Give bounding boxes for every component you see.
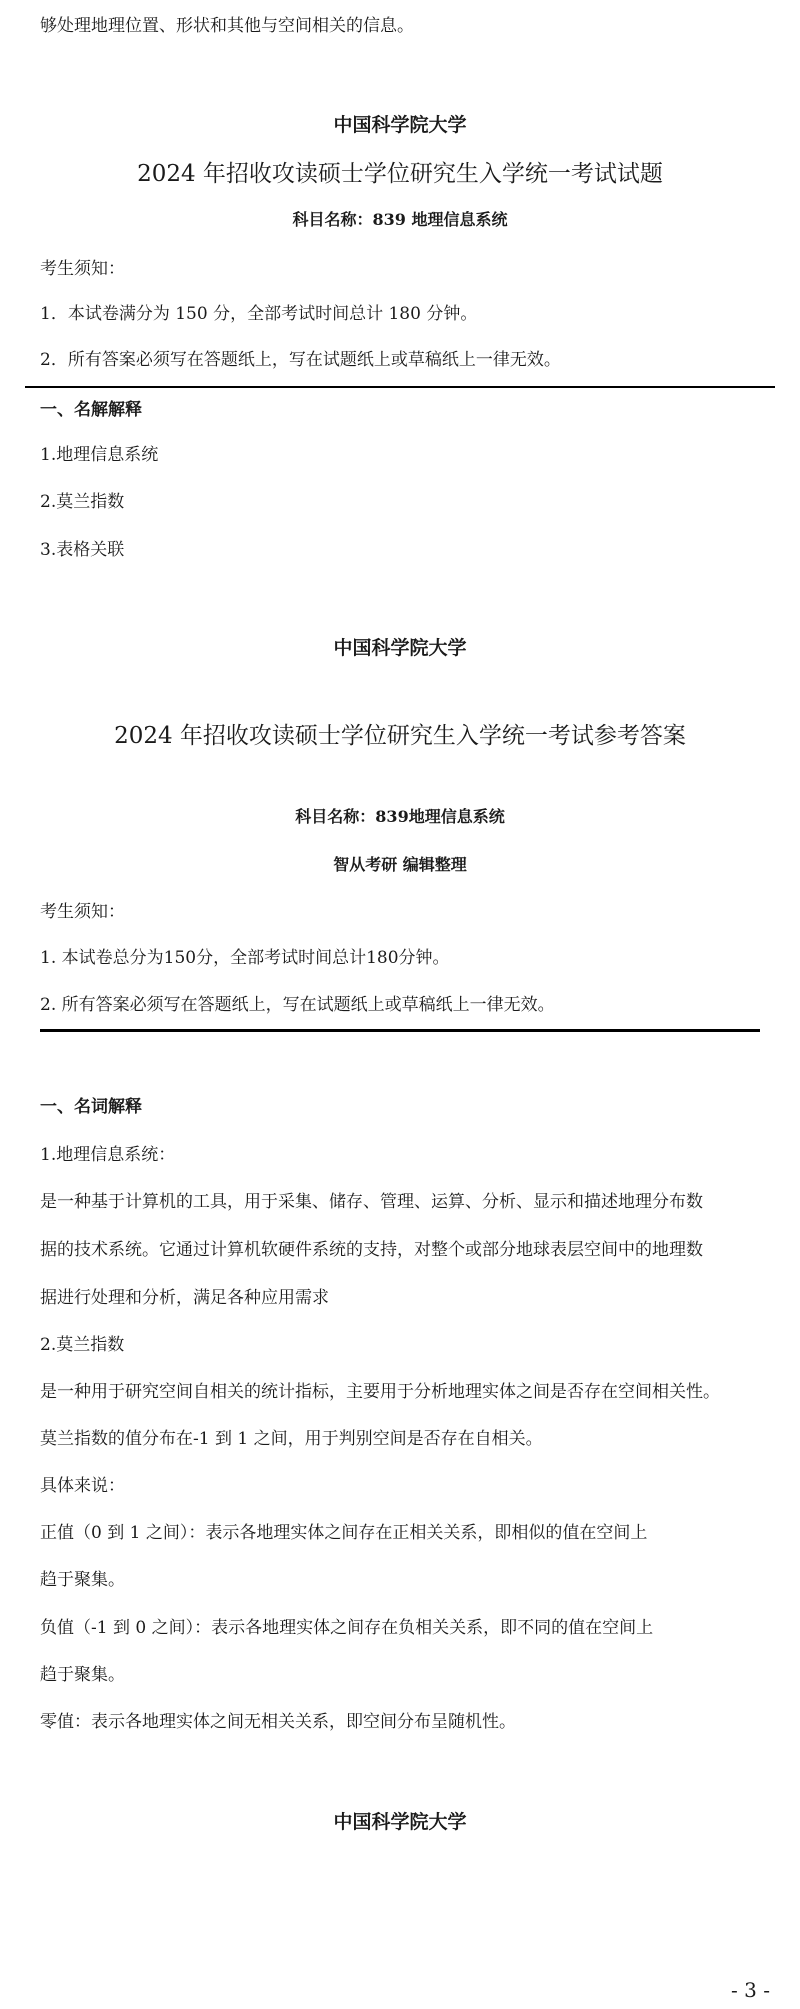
answer-section-heading: 一、名词解释: [40, 1097, 142, 1117]
exam-question-2: 2.莫兰指数: [40, 492, 125, 512]
exam-notice-item-1: 1．本试卷满分为 150 分，全部考试时间总计 180 分钟。: [40, 304, 478, 324]
answer-1-title: 1.地理信息系统：: [40, 1145, 176, 1165]
exam-subject: 科目名称：839 地理信息系统: [292, 210, 508, 229]
answer-divider: [40, 1029, 760, 1032]
answer-notice-heading: 考生须知：: [40, 902, 125, 922]
page-number: - 3 -: [731, 1978, 770, 2002]
exam-question-1: 1.地理信息系统: [40, 445, 159, 465]
answer-2-negative-2: 趋于聚集。: [40, 1665, 125, 1685]
exam-title: 2024 年招收攻读硕士学位研究生入学统一考试试题: [137, 161, 663, 187]
answer-2-line-2: 莫兰指数的值分布在-1 到 1 之间，用于判别空间是否存在自相关。: [40, 1429, 543, 1449]
exam-question-3: 3.表格关联: [40, 540, 125, 560]
exam-school-name: 中国科学院大学: [333, 114, 467, 136]
answer-1-line-1: 是一种基于计算机的工具，用于采集、储存、管理、运算、分析、显示和描述地理分布数: [40, 1192, 703, 1212]
answer-2-positive-1: 正值（0 到 1 之间）：表示各地理实体之间存在正相关关系，即相似的值在空间上: [40, 1523, 648, 1543]
answer-2-line-3: 具体来说：: [40, 1476, 125, 1496]
answer-subject: 科目名称：839地理信息系统: [295, 807, 505, 826]
answer-1-line-3: 据进行处理和分析，满足各种应用需求: [40, 1288, 329, 1308]
exam-notice-heading: 考生须知：: [40, 259, 125, 279]
answer-notice-item-1: 1. 本试卷总分为150分，全部考试时间总计180分钟。: [40, 948, 450, 968]
answer-2-negative-1: 负值（-1 到 0 之间）：表示各地理实体之间存在负相关关系，即不同的值在空间上: [40, 1618, 654, 1638]
answer-title: 2024 年招收攻读硕士学位研究生入学统一考试参考答案: [114, 723, 686, 749]
footer-school-name: 中国科学院大学: [333, 1811, 467, 1833]
answer-2-positive-2: 趋于聚集。: [40, 1570, 125, 1590]
answer-notice-item-2: 2. 所有答案必须写在答题纸上，写在试题纸上或草稿纸上一律无效。: [40, 995, 555, 1015]
answer-2-line-1: 是一种用于研究空间自相关的统计指标，主要用于分析地理实体之间是否存在空间相关性。: [40, 1382, 720, 1402]
answer-1-line-2: 据的技术系统。它通过计算机软硬件系统的支持，对整个或部分地球表层空间中的地理数: [40, 1240, 703, 1260]
exam-section-heading: 一、名解解释: [40, 400, 142, 420]
exam-divider: [25, 386, 775, 388]
continued-paragraph: 够处理地理位置、形状和其他与空间相关的信息。: [40, 16, 414, 36]
exam-notice-item-2: 2．所有答案必须写在答题纸上，写在试题纸上或草稿纸上一律无效。: [40, 350, 561, 370]
answer-editor: 智从考研 编辑整理: [333, 855, 467, 874]
answer-2-zero: 零值：表示各地理实体之间无相关关系，即空间分布呈随机性。: [40, 1712, 516, 1732]
answer-2-title: 2.莫兰指数: [40, 1335, 125, 1355]
answer-school-name: 中国科学院大学: [333, 637, 467, 659]
